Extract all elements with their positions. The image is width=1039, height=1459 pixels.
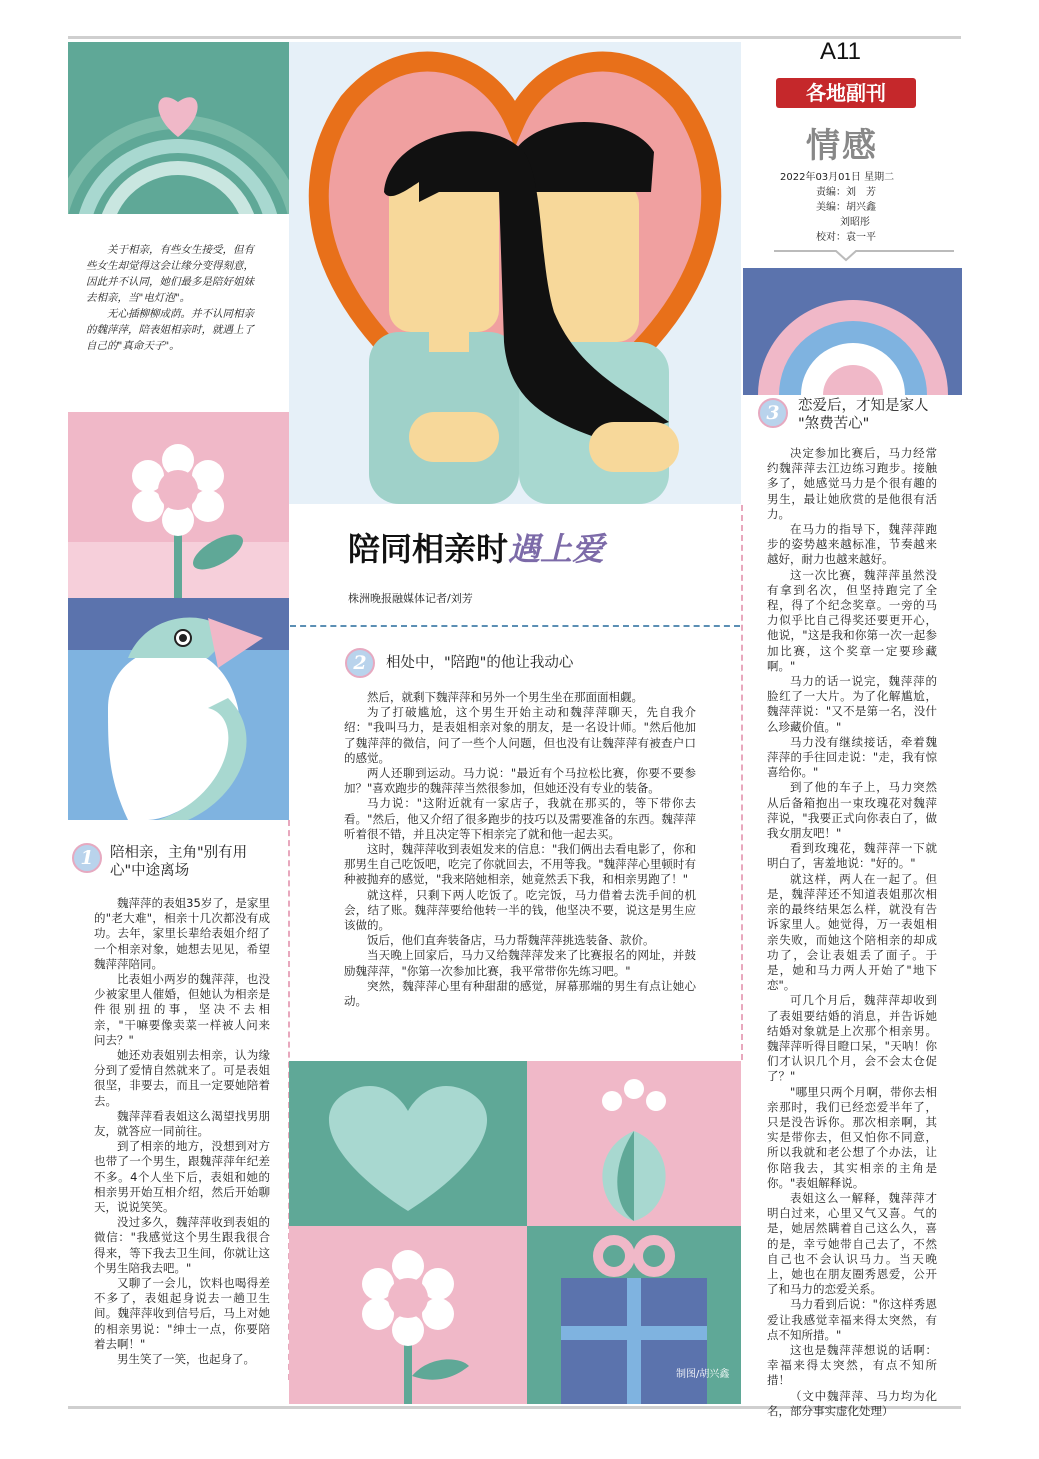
paragraph: 马力没有继续接话，牵着魏萍萍的手往回走说："走，我有惊喜给你。" (767, 734, 937, 780)
section2-body (344, 690, 696, 1009)
section-title-line-1: 恋爱后，才知是家人 (798, 398, 929, 414)
paragraph: 就这样，两人在一起了。但是，魏萍萍还不知道表姐那次相亲的最终结果怎么样，就没有告诉家里人。她觉得，万一表姐相亲失败，而她这个陪相亲的却成功了，会让表姐丢了面子。于是，她和马力两人开始了"地下恋"。 (767, 871, 937, 993)
paragraph: 马力说："这附近就有一家店子，我就在那买的，等下带你去看。"然后，他又介绍了很多跑步的技巧以及需要准备的东西。魏萍萍听着很不错，并且决定等下相亲完了就和他一起去买。 (344, 796, 696, 841)
tulip-icon (527, 1061, 741, 1226)
paragraph: 为了打破尴尬，这个男生开始主动和魏萍萍聊天，先自我介绍："我叫马力，是表姐相亲对象的朋友，是一名设计师。"然后他加了魏萍萍的微信，问了一些个人问题，但也没有让魏萍萍有被查户口的感觉。 (344, 705, 696, 765)
proofreader-credit: 校对：袁一平 (816, 232, 876, 243)
paragraph: （文中魏萍萍、马力均为化名，部分事实虚化处理） (767, 1388, 937, 1418)
art-editor-credit: 美编：胡兴鑫 (816, 202, 876, 213)
parrot-icon (68, 598, 289, 820)
section-number-badge: 3 (758, 398, 788, 428)
headline (348, 524, 604, 570)
paragraph: 到了相亲的地方，没想到对方也带了一个男生，跟魏萍萍年纪差不多。4个人坐下后，表姐和她的相亲男开始互相介绍，然后开始聊天，说说笑笑。 (94, 1139, 270, 1215)
intro-text (86, 242, 262, 354)
paragraph: 这也是魏萍萍想说的话啊：幸福来得太突然，有点不知所措！ (767, 1342, 937, 1388)
page-number: A11 (820, 38, 861, 65)
paragraph: 比表姐小两岁的魏萍萍，也没少被家里人催婚，但她认为相亲是件很别扭的事，坚决不去相亲，"干嘛要像卖菜一样被人问来问去？" (94, 972, 270, 1047)
paragraph: 当天晚上回家后，马力又给魏萍萍发来了比赛报名的网址，并鼓励魏萍萍，"你第一次参加比赛，我平常带你先练习吧。" (344, 948, 696, 978)
paragraph: 看到玫瑰花，魏萍萍一下就明白了，害羞地说："好的。" (767, 841, 937, 871)
header-divider (774, 248, 954, 262)
paragraph: 魏萍萍的表姐35岁了，是家里的"老大难"，相亲十几次都没有成功。去年，家里长辈给表姐介绍了一个相亲对象，她想去见见，希望魏萍萍陪同。 (94, 896, 270, 971)
section-title-line-2: "煞费苦心" (798, 416, 870, 432)
paragraph: 在马力的指导下，魏萍萍跑步的姿势越来越标准，节奏越来越好，耐力也越来越好。 (767, 522, 937, 567)
intro-paragraph: 关于相亲，有些女生接受，但有些女生却觉得这会让缘分变得刻意，因此并不认同，她们最多是陪好姐妹去相亲，当"电灯泡"。 (86, 244, 254, 304)
heart-rings-icon (68, 42, 289, 214)
paragraph: 马力的话一说完，魏萍萍的脸红了一大片。为了化解尴尬，魏萍萍说："又不是第一名，没什么珍藏价值。" (767, 674, 937, 734)
paragraph: 又聊了一会儿，饮料也喝得差不多了，表姐起身说去一趟卫生间。魏萍萍收到信号后，马上对她的相亲男说："绅士一点，你要陪着去啊！" (94, 1276, 270, 1351)
paragraph: 男生笑了一笑，也起身了。 (117, 1352, 255, 1367)
section-divider (290, 625, 740, 627)
paragraph: 到了他的车子上，马力突然从后备箱抱出一束玫瑰花对魏萍萍说，"我要正式向你表白了，做我女朋友吧！" (767, 780, 937, 841)
art-editor-credit-2: 刘昭彤 (840, 217, 870, 228)
paragraph: 就这样，只剩下两人吃饭了。吃完饭，马力借着去洗手间的机会，结了账。魏萍萍要给他转一半的钱，他坚决不要，说这是男生应该做的。 (344, 887, 696, 933)
section-title: 相处中，"陪跑"的他让我动心 (386, 655, 574, 671)
flower-icon (68, 412, 289, 598)
section-number-badge: 2 (345, 648, 375, 678)
paragraph: 她还劝表姐别去相亲，认为缘分到了爱情自然就来了。可是表姐很坚，非要去，而且一定要她陪着去。 (94, 1048, 270, 1108)
paragraph: 突然，魏萍萍心里有种甜甜的感觉，屏幕那端的男生有点让她心动。 (344, 978, 696, 1009)
paragraph: 这一次比赛，魏萍萍虽然没有拿到名次，但坚持跑完了全程，得了个纪念奖章。一旁的马力似乎比自己得奖还要更开心，他说，"这是我和你第一次一起参加比赛，这个奖章一定要珍藏啊。" (767, 567, 937, 673)
illustration-credit: 制图/胡兴鑫 (676, 1369, 730, 1380)
paragraph: 马力看到后说："你这样秀恩爱让我感觉幸福来得太突然，有点不知所措。" (767, 1297, 937, 1342)
date-line: 2022年03月01日 星期二 (780, 172, 895, 183)
paragraph: 可几个月后，魏萍萍却收到了表姐要结婚的消息，并告诉她结婚对象就是上次那个相亲男。魏萍萍听得目瞪口呆，"天呐！你们才认识几个月，会不会太仓促了？" (767, 993, 937, 1084)
section-logo: 各地副刊 (776, 78, 916, 108)
section-title-line-1: 陪相亲，主角"别有用 (110, 845, 248, 861)
paragraph: 饭后，他们直奔装备店，马力帮魏萍萍挑选装备、款价。 (367, 933, 655, 948)
paragraph: 决定参加比赛后，马力经常约魏萍萍去江边练习跑步。接触多了，她感觉马力是个很有趣的男生，最让她欣赏的是他很有活力。 (767, 446, 937, 521)
intro-paragraph: 无心插柳柳成荫。并不认同相亲的魏萍萍，陪表姐相亲时，就遇上了自己的"真命天子"。 (86, 308, 254, 352)
paragraph: 魏萍萍看表姐这么渴望找男朋友，就答应一同前往。 (94, 1108, 270, 1139)
paragraph: 然后，就剩下魏萍萍和另外一个男生坐在那面面相觑。 (367, 690, 643, 704)
paragraph: 这时，魏萍萍收到表姐发来的信息："我们俩出去看电影了，你和那男生自己吃饭吧，吃完了你就回去，不用等我。"魏萍萍心里顿时有种被抛弃的感觉，"我来陪她相亲，她竟然丢下我，和相亲男跑了！" (344, 842, 696, 887)
section-number-badge: 1 (72, 843, 102, 873)
rainbow-icon (743, 268, 962, 395)
headline-accent: 遇上爱 (508, 530, 605, 568)
heart-tile-icon (289, 1061, 527, 1226)
headline-main: 陪同相亲时 (348, 530, 509, 568)
section1-body (94, 896, 270, 1367)
section-title: 情感 (806, 126, 878, 166)
byline: 株洲晚报融媒体记者/刘芳 (348, 592, 473, 605)
column-divider (741, 505, 743, 1060)
couple-heart-illustration (289, 42, 741, 504)
paragraph: 表姐这么一解释，魏萍萍才明白过来，心里又气又喜。气的是，她居然瞒着自己这么久，喜的是，幸亏她带自己去了，不然自己也不会认识马力。当天晚上，她也在朋友圈秀恩爱，公开了和马力的恋爱关系。 (767, 1190, 937, 1297)
paragraph: "哪里只两个月啊，带你去相亲那时，我们已经恋爱半年了，只是没告诉你。那次相亲啊，其实是带你去，但又怕你不同意，所以我就和老公想了个办法，让你陪我去，其实相亲的主角是你。"表姐解释说。 (767, 1084, 937, 1190)
section-title-line-2: 心"中途离场 (110, 863, 190, 879)
flower-tile-icon (289, 1226, 527, 1404)
section3-body (767, 446, 937, 1419)
editor-credit: 责编：刘 芳 (816, 187, 876, 198)
paragraph: 两人还聊到运动。马力说："最近有个马拉松比赛，你要不要参加？"喜欢跑步的魏萍萍当然很参加，但她还没有专业的装备。 (344, 766, 696, 796)
paragraph: 没过多久，魏萍萍收到表姐的微信："我感觉这个男生跟我很合得来，等下我去卫生间，你就让这个男生陪我去吧。" (94, 1215, 270, 1275)
